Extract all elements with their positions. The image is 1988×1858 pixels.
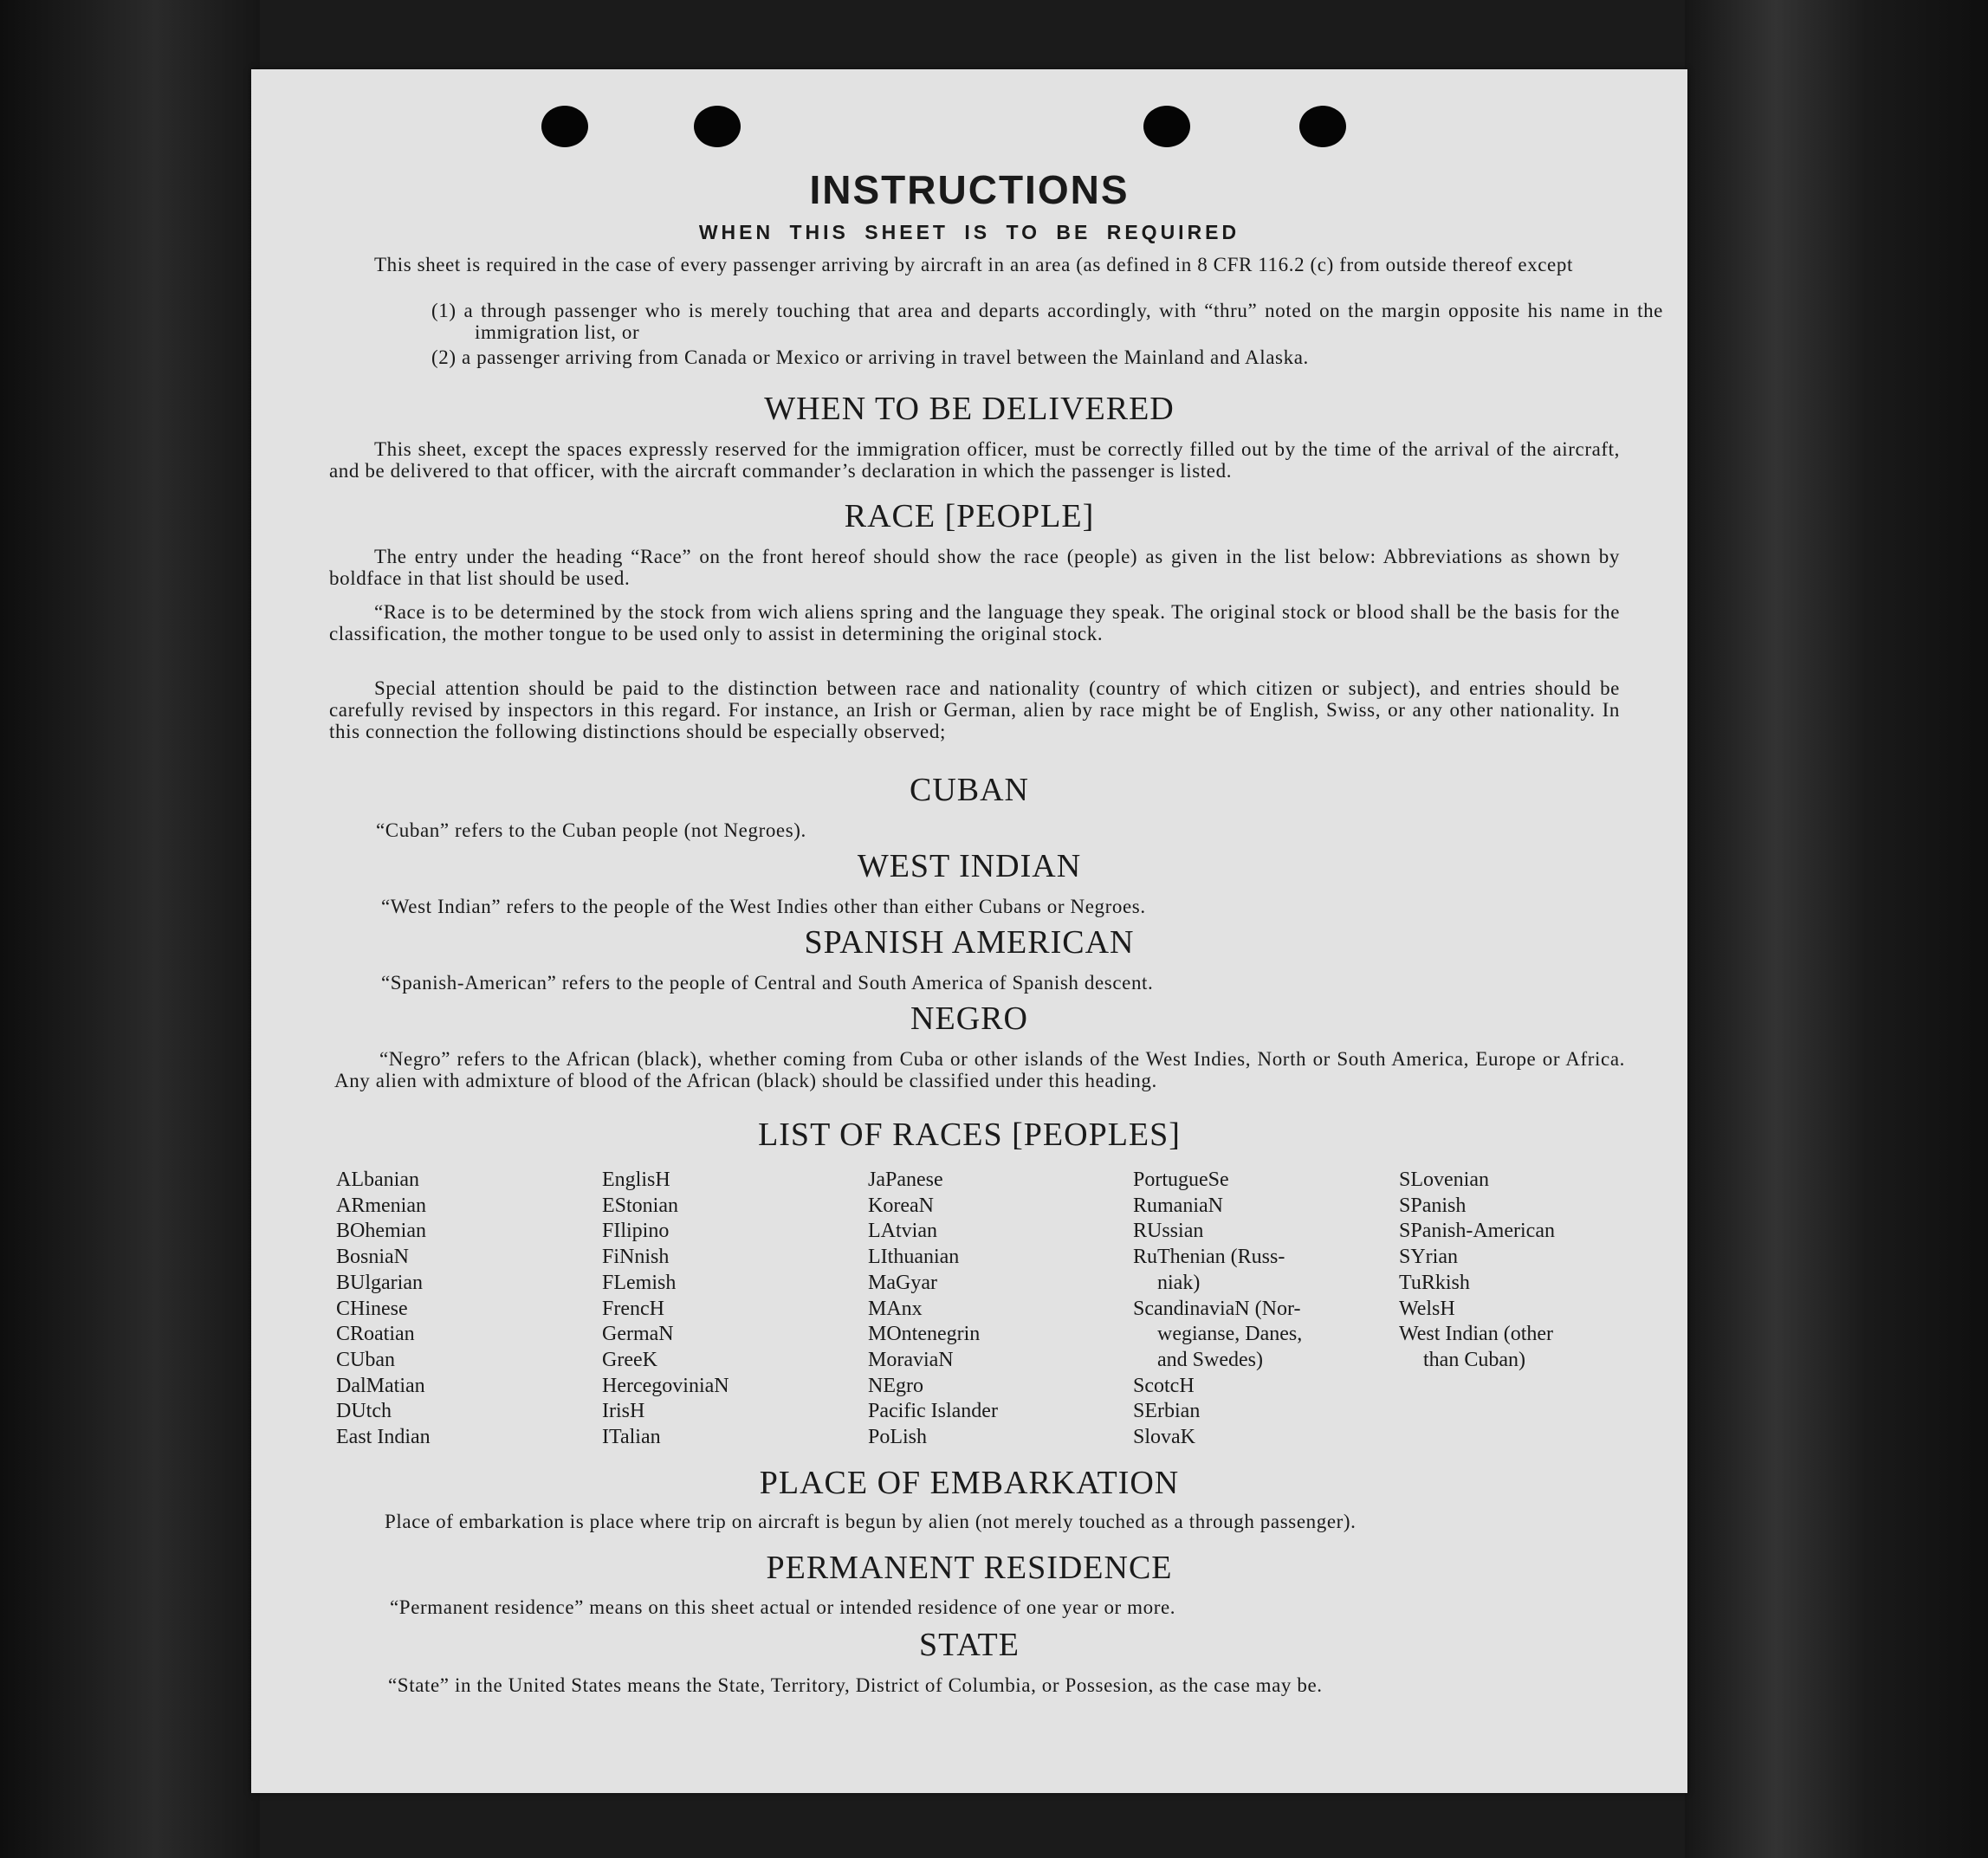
section-heading-residence: PERMANENT RESIDENCE xyxy=(766,1550,1173,1586)
cuban-text: “Cuban” refers to the Cuban people (not Negroes). xyxy=(376,819,806,841)
section-heading-embarkation: PLACE OF EMBARKATION xyxy=(759,1465,1180,1501)
state-text: “State” in the United States means the State, Territory, District of Columbia, or Possesion, as the case may be. xyxy=(388,1674,1323,1696)
race-paragraph-1: The entry under the heading “Race” on the front hereof should show the race (people) as given in the list below: Abbreviations as shown by boldface in that list should be used. xyxy=(329,546,1620,589)
race-name: NEgro xyxy=(868,1374,923,1397)
race-name: RuThenian (Russ- xyxy=(1133,1246,1285,1269)
race-name: JaPanese xyxy=(868,1169,943,1191)
race-name: DUtch xyxy=(336,1400,392,1423)
punch-hole-1 xyxy=(541,106,588,147)
race-name: FLemish xyxy=(602,1271,677,1294)
race-name: ALbanian xyxy=(336,1169,419,1191)
race-name: MaGyar xyxy=(868,1271,937,1294)
race-name: SYrian xyxy=(1399,1246,1458,1269)
section-heading-delivered: WHEN TO BE DELIVERED xyxy=(764,391,1175,427)
race-name: CRoatian xyxy=(336,1323,415,1346)
dark-background-left xyxy=(0,0,260,1858)
race-name: HercegoviniaN xyxy=(602,1374,729,1397)
races-column-5 xyxy=(1399,1168,1555,1374)
punch-hole-2 xyxy=(694,106,741,147)
section-heading-races-list: LIST OF RACES [PEOPLES] xyxy=(758,1117,1181,1153)
dark-background-right xyxy=(1685,0,1988,1858)
race-name: IrisH xyxy=(602,1400,645,1423)
races-column-1 xyxy=(336,1168,431,1451)
race-name: Pacific Islander xyxy=(868,1400,998,1423)
race-name-continued: and Swedes) xyxy=(1157,1348,1263,1371)
race-paragraph-2: “Race is to be determined by the stock from wich aliens spring and the language they speak. The original stock or blood shall be the basis for the classification, the mother tongue to be used only to assist in determining the original stock. xyxy=(329,601,1620,644)
race-name: LIthuanian xyxy=(868,1246,960,1269)
race-name: WelsH xyxy=(1399,1297,1455,1320)
race-paragraph-3: Special attention should be paid to the distinction between race and nationality (country of which citizen or subject), and entries should be carefully revised by inspectors in this regard. For instance, an Irish or German, alien by race might be of English, Swiss, or any other nationality. In this connection the following distinctions should be especially observed; xyxy=(329,677,1620,742)
race-name: RUssian xyxy=(1133,1220,1204,1243)
section-heading-spanish-american: SPANISH AMERICAN xyxy=(804,924,1135,961)
race-name: GreeK xyxy=(602,1348,657,1371)
race-name: ITalian xyxy=(602,1426,661,1449)
races-column-2 xyxy=(602,1168,729,1451)
races-column-4 xyxy=(1133,1168,1302,1451)
race-name: SErbian xyxy=(1133,1400,1201,1423)
embarkation-text: Place of embarkation is place where trip on aircraft is begun by alien (not merely touched as a through passenger). xyxy=(385,1511,1357,1532)
race-name: TuRkish xyxy=(1399,1271,1470,1294)
race-name: ARmenian xyxy=(336,1194,426,1217)
page-subtitle: WHEN THIS SHEET IS TO BE REQUIRED xyxy=(698,221,1240,243)
punch-hole-4 xyxy=(1299,106,1346,147)
races-column-3 xyxy=(868,1168,998,1451)
negro-text: “Negro” refers to the African (black), whether coming from Cuba or other islands of the West Indies, North or South America, Europe or Africa. Any alien with admixture of blood of the African (black) should be classified under this heading. xyxy=(334,1048,1625,1091)
race-name: BUlgarian xyxy=(336,1271,423,1294)
required-intro: This sheet is required in the case of every passenger arriving by aircraft in an area (as defined in 8 CFR 116.2 (c) from outside thereof except xyxy=(374,254,1573,275)
race-name-continued: than Cuban) xyxy=(1423,1348,1525,1371)
race-name: MAnx xyxy=(868,1297,923,1320)
race-name-continued: wegianse, Danes, xyxy=(1157,1323,1303,1346)
race-name: CUban xyxy=(336,1348,395,1371)
section-heading-race: RACE [PEOPLE] xyxy=(844,498,1095,534)
spanish-american-text: “Spanish-American” refers to the people of Central and South America of Spanish descent. xyxy=(381,972,1154,994)
race-name: EnglisH xyxy=(602,1169,670,1191)
punch-hole-3 xyxy=(1143,106,1190,147)
race-name: CHinese xyxy=(336,1297,408,1320)
page-title: INSTRUCTIONS xyxy=(809,167,1130,212)
section-heading-west-indian: WEST INDIAN xyxy=(857,848,1082,884)
instruction-sheet xyxy=(251,69,1687,1793)
race-name: LAtvian xyxy=(868,1220,937,1243)
race-name: SPanish xyxy=(1399,1194,1467,1217)
race-name: GermaN xyxy=(602,1323,674,1346)
race-name: West Indian (other xyxy=(1399,1323,1554,1346)
race-name-continued: niak) xyxy=(1157,1271,1201,1294)
race-name: BosniaN xyxy=(336,1246,409,1269)
race-name: FIlipino xyxy=(602,1220,670,1243)
race-name: RumaniaN xyxy=(1133,1194,1223,1217)
required-item-1: (1) a through passenger who is merely touching that area and departs accordingly, with “thru” noted on the margin opposite his name in the immigration list, or xyxy=(431,300,1663,343)
race-name: EStonian xyxy=(602,1194,678,1217)
race-name: DalMatian xyxy=(336,1374,425,1397)
required-item-2: (2) a passenger arriving from Canada or Mexico or arriving in travel between the Mainland and Alaska. xyxy=(431,346,1309,368)
race-name: PoLish xyxy=(868,1426,928,1449)
race-name: East Indian xyxy=(336,1426,431,1449)
race-name: FrencH xyxy=(602,1297,664,1320)
race-name: FiNnish xyxy=(602,1246,670,1269)
race-name: MoraviaN xyxy=(868,1348,954,1371)
race-name: PortugueSe xyxy=(1133,1169,1229,1191)
race-name: ScotcH xyxy=(1133,1374,1195,1397)
section-heading-negro: NEGRO xyxy=(910,1000,1028,1037)
race-name: MOntenegrin xyxy=(868,1323,981,1346)
race-name: ScandinaviaN (Nor- xyxy=(1133,1297,1301,1320)
race-name: KoreaN xyxy=(868,1194,934,1217)
delivered-text: This sheet, except the spaces expressly reserved for the immigration officer, must be correctly filled out by the time of the arrival of the aircraft, and be delivered to that officer, with the aircraft commander’s declaration in which the passenger is listed. xyxy=(329,438,1620,482)
section-heading-state: STATE xyxy=(919,1627,1020,1663)
residence-text: “Permanent residence” means on this sheet actual or intended residence of one year or more. xyxy=(390,1596,1176,1618)
west-indian-text: “West Indian” refers to the people of the West Indies other than either Cubans or Negroes. xyxy=(381,896,1146,917)
race-name: SLovenian xyxy=(1399,1169,1489,1191)
race-name: SlovaK xyxy=(1133,1426,1195,1449)
race-name: BOhemian xyxy=(336,1220,426,1243)
race-name: SPanish-American xyxy=(1399,1220,1555,1243)
section-heading-cuban: CUBAN xyxy=(909,772,1030,808)
